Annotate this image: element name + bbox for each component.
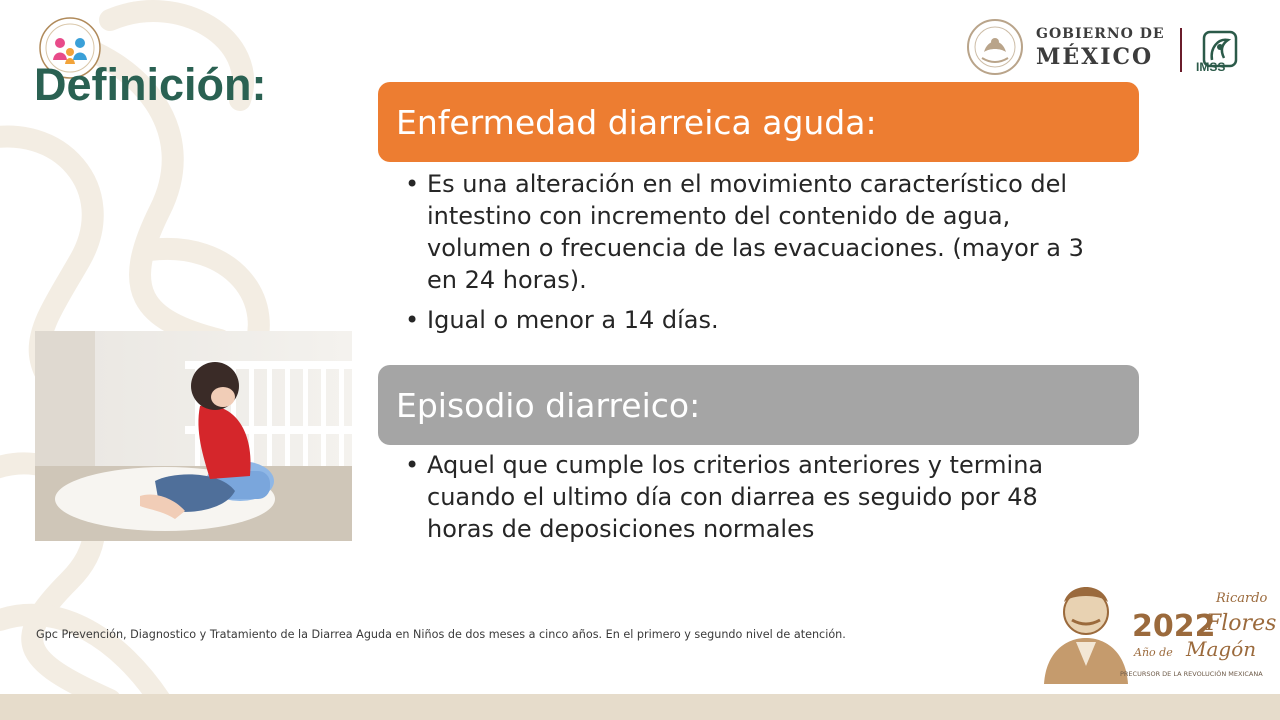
badge-surname1: Flores	[1206, 611, 1277, 636]
government-wordmark	[1036, 26, 1165, 70]
slide-title: Definición:	[34, 59, 267, 110]
anniversary-badge	[1036, 580, 1277, 686]
bullet-item	[405, 305, 1105, 337]
badge-year-caption: Año de	[1134, 646, 1173, 659]
bullet-text: Aquel que cumple los criterios anteriores y termina cuando el ultimo día con diarrea es seguido por 48 horas de deposiciones normales	[427, 451, 1044, 543]
bullet-dot-icon: •	[405, 170, 420, 198]
footer-band	[0, 694, 1280, 720]
section-bullets-acute-diarrhea	[405, 169, 1105, 337]
section-header-diarrheal-episode	[378, 365, 1139, 445]
badge-year: 2022	[1132, 609, 1216, 644]
section-heading: Episodio diarreico:	[396, 385, 701, 425]
logo-divider	[1180, 28, 1182, 72]
badge-first-name: Ricardo	[1216, 591, 1268, 606]
section-bullets-diarrheal-episode	[405, 450, 1105, 546]
child-on-potty-photo	[35, 331, 352, 541]
source-citation: Gpc Prevención, Diagnostico y Tratamiento de la Diarrea Aguda en Niños de dos meses a cinco años. En el primero y segundo nivel de atención.	[36, 628, 846, 641]
badge-surname2: Magón	[1186, 637, 1257, 661]
badge-tagline: PRECURSOR DE LA REVOLUCIÓN MEXICANA	[1120, 670, 1263, 678]
government-logo-group	[966, 18, 1246, 78]
bullet-text: Igual o menor a 14 días.	[427, 305, 719, 334]
bullet-item	[405, 169, 1105, 297]
bullet-text: Es una alteración en el movimiento característico del intestino con incremento del contenido de agua, volumen o frecuencia de las evacuaciones. (mayor a 3 en 24 horas).	[427, 170, 1084, 294]
government-name-line1: GOBIERNO DE	[1036, 26, 1165, 42]
section-header-acute-diarrhea	[378, 82, 1139, 162]
bullet-dot-icon: •	[405, 451, 420, 479]
eagle-seal-icon	[966, 18, 1024, 76]
section-heading: Enfermedad diarreica aguda:	[396, 102, 877, 142]
imss-label: IMSS	[1196, 60, 1226, 74]
portrait-illustration-icon	[1044, 587, 1128, 684]
bullet-dot-icon: •	[405, 305, 420, 334]
government-name-line2: MÉXICO	[1036, 44, 1154, 70]
bullet-item	[405, 450, 1105, 546]
